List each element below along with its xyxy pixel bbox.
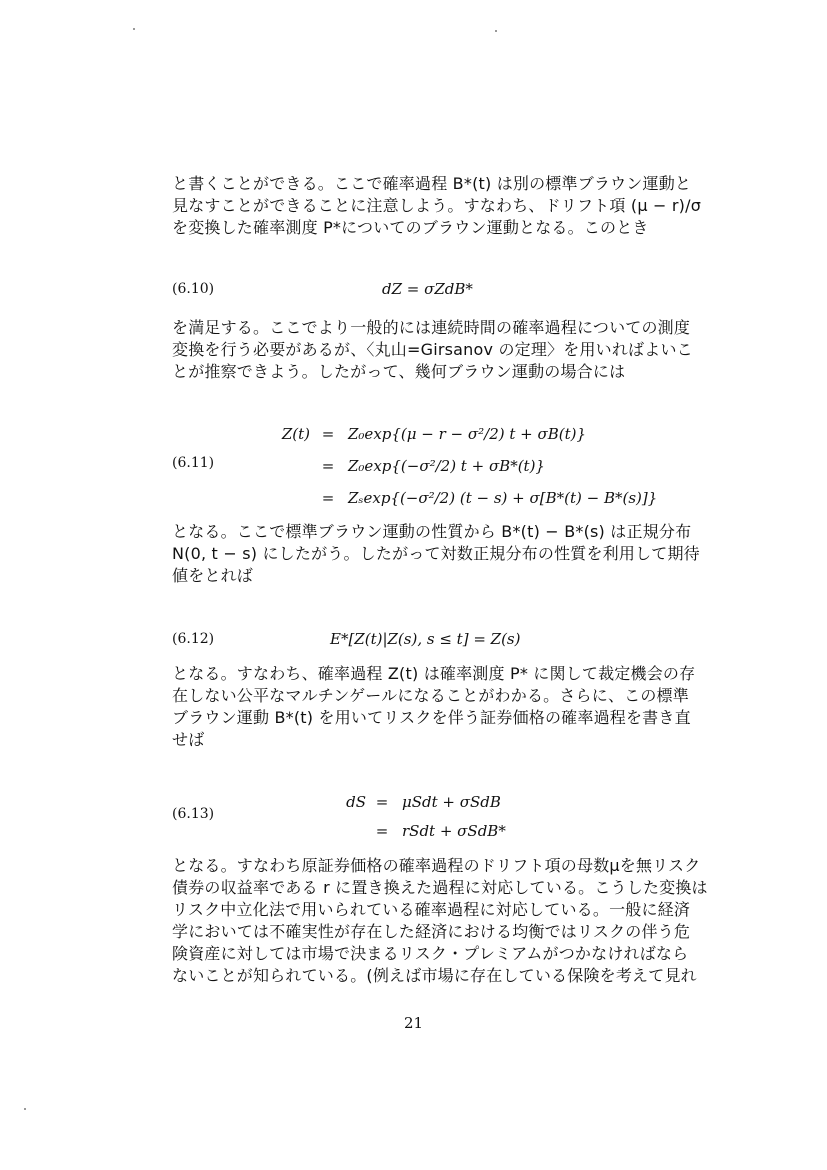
equation-body: dZ = σZdB*: [382, 280, 473, 298]
text-line: ないことが知られている。(例えば市場に存在している保険を考えて見れ: [172, 966, 697, 985]
equation-row: Z₀exp{(−σ²/2) t + σB*(t)}: [348, 457, 545, 475]
text-line: 債券の収益率である r に置き換えた過程に対応している。こうした変換は: [172, 878, 708, 897]
paragraph-4: [172, 663, 696, 751]
text-line: となる。すなわち原証券価格の確率過程のドリフト項の母数μを無リスク: [172, 856, 701, 875]
equation-row: Zₛexp{(−σ²/2) (t − s) + σ[B*(t) − B*(s)]}: [348, 489, 658, 507]
equation-row: Z₀exp{(μ − r − σ²/2) t + σB(t)}: [348, 425, 587, 443]
equation-lhs: dS: [346, 793, 366, 811]
text-line: ブラウン運動 B*(t) を用いてリスクを伴う証券価格の確率過程を書き直: [172, 708, 691, 727]
text-line: 見なすことができることに注意しよう。すなわち、ドリフト項 (μ − r)/σ: [172, 196, 702, 215]
equation-number: (6.10): [172, 281, 215, 297]
scan-speck: [24, 1108, 26, 1110]
text-line: とが推察できよう。したがって、幾何ブラウン運動の場合には: [172, 362, 626, 381]
text-line: 変換を行う必要があるが、〈丸山=Girsanov の定理〉を用いればよいこ: [172, 340, 693, 359]
text-line: 在しない公平なマルチンゲールになることがわかる。さらに、この標準: [172, 686, 689, 705]
equation-relation: =: [375, 822, 389, 840]
text-line: 険資産に対しては市場で決まるリスク・プレミアムがつかなければなら: [172, 944, 689, 963]
text-line: と書くことができる。ここで確率過程 B*(t) は別の標準ブラウン運動と: [172, 174, 692, 193]
paragraph-3: [172, 521, 700, 587]
text-line: リスク中立化法で用いられている確率過程に対応している。一般に経済: [172, 900, 691, 919]
text-line: 学においては不確実性が存在した経済における均衡ではリスクの伴う危: [172, 922, 691, 941]
equation-number: (6.11): [172, 455, 215, 471]
paragraph-5: [172, 855, 708, 987]
equation-row: μSdt + σSdB: [402, 793, 501, 811]
scan-speck: [495, 30, 497, 32]
equation-relation: =: [375, 793, 389, 811]
scan-speck: [133, 28, 135, 30]
equation-row: rSdt + σSdB*: [402, 822, 506, 840]
page-number: 21: [403, 1014, 424, 1032]
text-line: せば: [172, 730, 205, 749]
text-line: 値をとれば: [172, 566, 254, 585]
text-line: N(0, t − s) にしたがう。したがって対数正規分布の性質を利用して期待: [172, 544, 700, 563]
text-line: を満足する。ここでより一般的には連続時間の確率過程についての測度: [172, 318, 691, 337]
equation-lhs: Z(t): [281, 425, 310, 443]
equation-number: (6.12): [172, 631, 215, 647]
paragraph-2: [172, 317, 693, 383]
equation-body: E*[Z(t)|Z(s), s ≤ t] = Z(s): [330, 630, 521, 648]
text-line: となる。すなわち、確率過程 Z(t) は確率測度 P* に関して裁定機会の存: [172, 664, 696, 683]
equation-relation: =: [321, 425, 335, 443]
paragraph-1: [172, 173, 702, 239]
text-line: となる。ここで標準ブラウン運動の性質から B*(t) − B*(s) は正規分布: [172, 522, 692, 541]
equation-relation: =: [321, 457, 335, 475]
text-line: を変換した確率測度 P*についてのブラウン運動となる。このとき: [172, 218, 649, 237]
equation-number: (6.13): [172, 806, 215, 822]
equation-relation: =: [321, 489, 335, 507]
